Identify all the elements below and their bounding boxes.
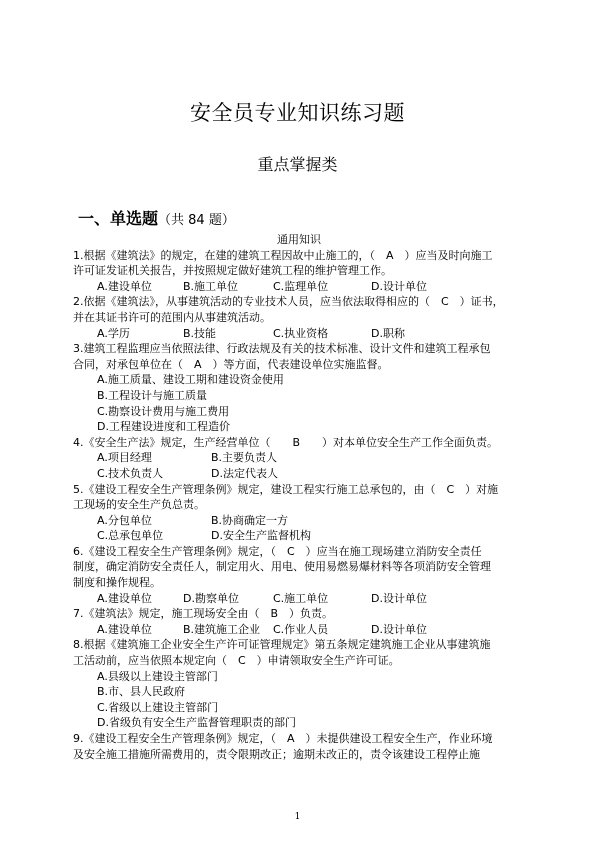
question-text-line: 许可证发证机关报告，并按照规定做好建筑工程的维护管理工作。 bbox=[73, 264, 392, 278]
answer-option: A.建设单位 bbox=[97, 279, 152, 293]
option-row bbox=[73, 622, 525, 638]
answer-option: B.工程设计与施工质量 bbox=[97, 388, 208, 402]
document-subtitle: 重点掌握类 bbox=[257, 155, 338, 174]
question-item bbox=[73, 341, 525, 435]
option-row bbox=[73, 513, 525, 529]
answer-option: A.建设单位 bbox=[97, 622, 152, 636]
option-row bbox=[73, 279, 525, 295]
option-row bbox=[73, 591, 525, 607]
option-row bbox=[73, 419, 525, 435]
answer-option: D.安全生产监督机构 bbox=[211, 529, 311, 543]
answer-option: D.法定代表人 bbox=[211, 466, 278, 480]
answer-option: B.市、县人民政府 bbox=[97, 685, 186, 699]
question-item bbox=[73, 294, 525, 341]
answer-option: A.项目经理 bbox=[97, 451, 152, 465]
question-text-line: 并在其证书许可的范围内从事建筑活动。 bbox=[73, 310, 271, 324]
question-text-line: 工现场的安全生产负总责。 bbox=[73, 498, 205, 512]
option-row bbox=[73, 450, 525, 466]
answer-option: A.分包单位 bbox=[97, 513, 152, 527]
question-text-line: 5.《建设工程安全生产管理条例》规定，建设工程实行施工总承包的，由（ C ）对施 bbox=[73, 482, 499, 496]
question-text-line: 制度，确定消防安全责任人，制定用火、用电、使用易燃易爆材料等各项消防安全管理 bbox=[73, 560, 491, 574]
answer-option: B.施工单位 bbox=[183, 279, 239, 293]
answer-option: C.作业人员 bbox=[273, 622, 329, 636]
option-row bbox=[73, 404, 525, 420]
answer-option: D.工程建设进度和工程造价 bbox=[97, 420, 230, 434]
answer-option: B.技能 bbox=[183, 326, 217, 340]
answer-option: A.建设单位 bbox=[97, 591, 152, 605]
question-text-line: 工活动前，应当依照本规定向（ C ）申请领取安全生产许可证。 bbox=[73, 654, 400, 668]
answer-option: D.省级负有安全生产监督管理职责的部门 bbox=[97, 716, 296, 730]
answer-option: D.设计单位 bbox=[371, 279, 427, 293]
question-item bbox=[73, 248, 525, 295]
answer-option: B.主要负责人 bbox=[211, 451, 278, 465]
question-text-line: 7.《建筑法》规定，施工现场安全由（ B ）负责。 bbox=[73, 607, 334, 621]
answer-option: D.设计单位 bbox=[371, 622, 427, 636]
section-question-count: （共 84 题） bbox=[158, 213, 235, 228]
option-row bbox=[73, 466, 525, 482]
answer-option: C.省级以上建设主管部门 bbox=[97, 700, 219, 714]
question-item bbox=[73, 606, 525, 637]
option-row bbox=[73, 700, 525, 716]
question-item bbox=[73, 435, 525, 482]
question-item bbox=[73, 637, 525, 731]
section-heading-label: 一、单选题 bbox=[78, 209, 159, 228]
answer-option: D.勘察单位 bbox=[183, 591, 239, 605]
document-title: 安全员专业知识练习题 bbox=[190, 101, 405, 125]
question-text-line: 合同，对承包单位在（ A ）等方面，代表建设单位实施监督。 bbox=[73, 357, 389, 371]
answer-option: D.设计单位 bbox=[371, 591, 427, 605]
answer-option: B.协商确定一方 bbox=[211, 513, 289, 527]
answer-option: C.监理单位 bbox=[273, 279, 329, 293]
option-row bbox=[73, 326, 525, 342]
option-row bbox=[73, 372, 525, 388]
answer-option: C.总承包单位 bbox=[97, 529, 164, 543]
question-item bbox=[73, 482, 525, 544]
question-list bbox=[73, 232, 525, 762]
question-text-line: 9.《建设工程安全生产管理条例》规定，（ A ）未提供建设工程安全生产，作业环境 bbox=[73, 732, 493, 745]
question-text-line: 1.根据《建筑法》的规定，在建的建筑工程因故中止施工的，（ A ）应当及时向施工 bbox=[73, 248, 493, 262]
option-row bbox=[73, 528, 525, 544]
answer-option: D.职称 bbox=[371, 326, 405, 340]
section-heading bbox=[78, 206, 235, 229]
option-row bbox=[73, 715, 525, 731]
question-text-line: 3.建筑工程监理应当依照法律、行政法规及有关的技术标准、设计文件和建筑工程承包 bbox=[73, 342, 491, 356]
page-number: 1 bbox=[294, 812, 301, 822]
answer-option: C.施工单位 bbox=[273, 591, 329, 605]
question-text-line: 6.《建设工程安全生产管理条例》规定，（ C ）应当在施工现场建立消防安全责任 bbox=[73, 544, 482, 558]
question-item bbox=[73, 544, 525, 606]
answer-option: C.执业资格 bbox=[273, 326, 329, 340]
answer-option: A.县级以上建设主管部门 bbox=[97, 669, 218, 683]
answer-option: C.技术负责人 bbox=[97, 466, 164, 480]
option-row bbox=[73, 684, 525, 700]
answer-option: B.建筑施工企业 bbox=[183, 622, 261, 636]
question-text-line: 4.《安全生产法》规定，生产经营单位（ B ）对本单位安全生产工作全面负责。 bbox=[73, 435, 499, 449]
question-text-line: 及安全施工措施所需费用的，责令限期改正；逾期未改正的，责令该建设工程停止施 bbox=[73, 747, 480, 761]
question-text-line: 2.依据《建筑法》，从事建筑活动的专业技术人员，应当依法取得相应的（ C ）证书， bbox=[73, 295, 504, 309]
question-text-line: 制度和操作规程。 bbox=[73, 576, 161, 590]
answer-option: C.勘察设计费用与施工费用 bbox=[97, 404, 230, 418]
answer-option: A.施工质量、建设工期和建设资金使用 bbox=[97, 373, 284, 387]
option-row bbox=[73, 669, 525, 685]
option-row bbox=[73, 388, 525, 404]
question-text-line: 8.根据《建筑施工企业安全生产许可证管理规定》第五条规定建筑施工企业从事建筑施 bbox=[73, 638, 491, 652]
category-heading: 通用知识 bbox=[277, 233, 321, 246]
answer-option: A.学历 bbox=[97, 326, 130, 340]
question-item bbox=[73, 731, 525, 762]
